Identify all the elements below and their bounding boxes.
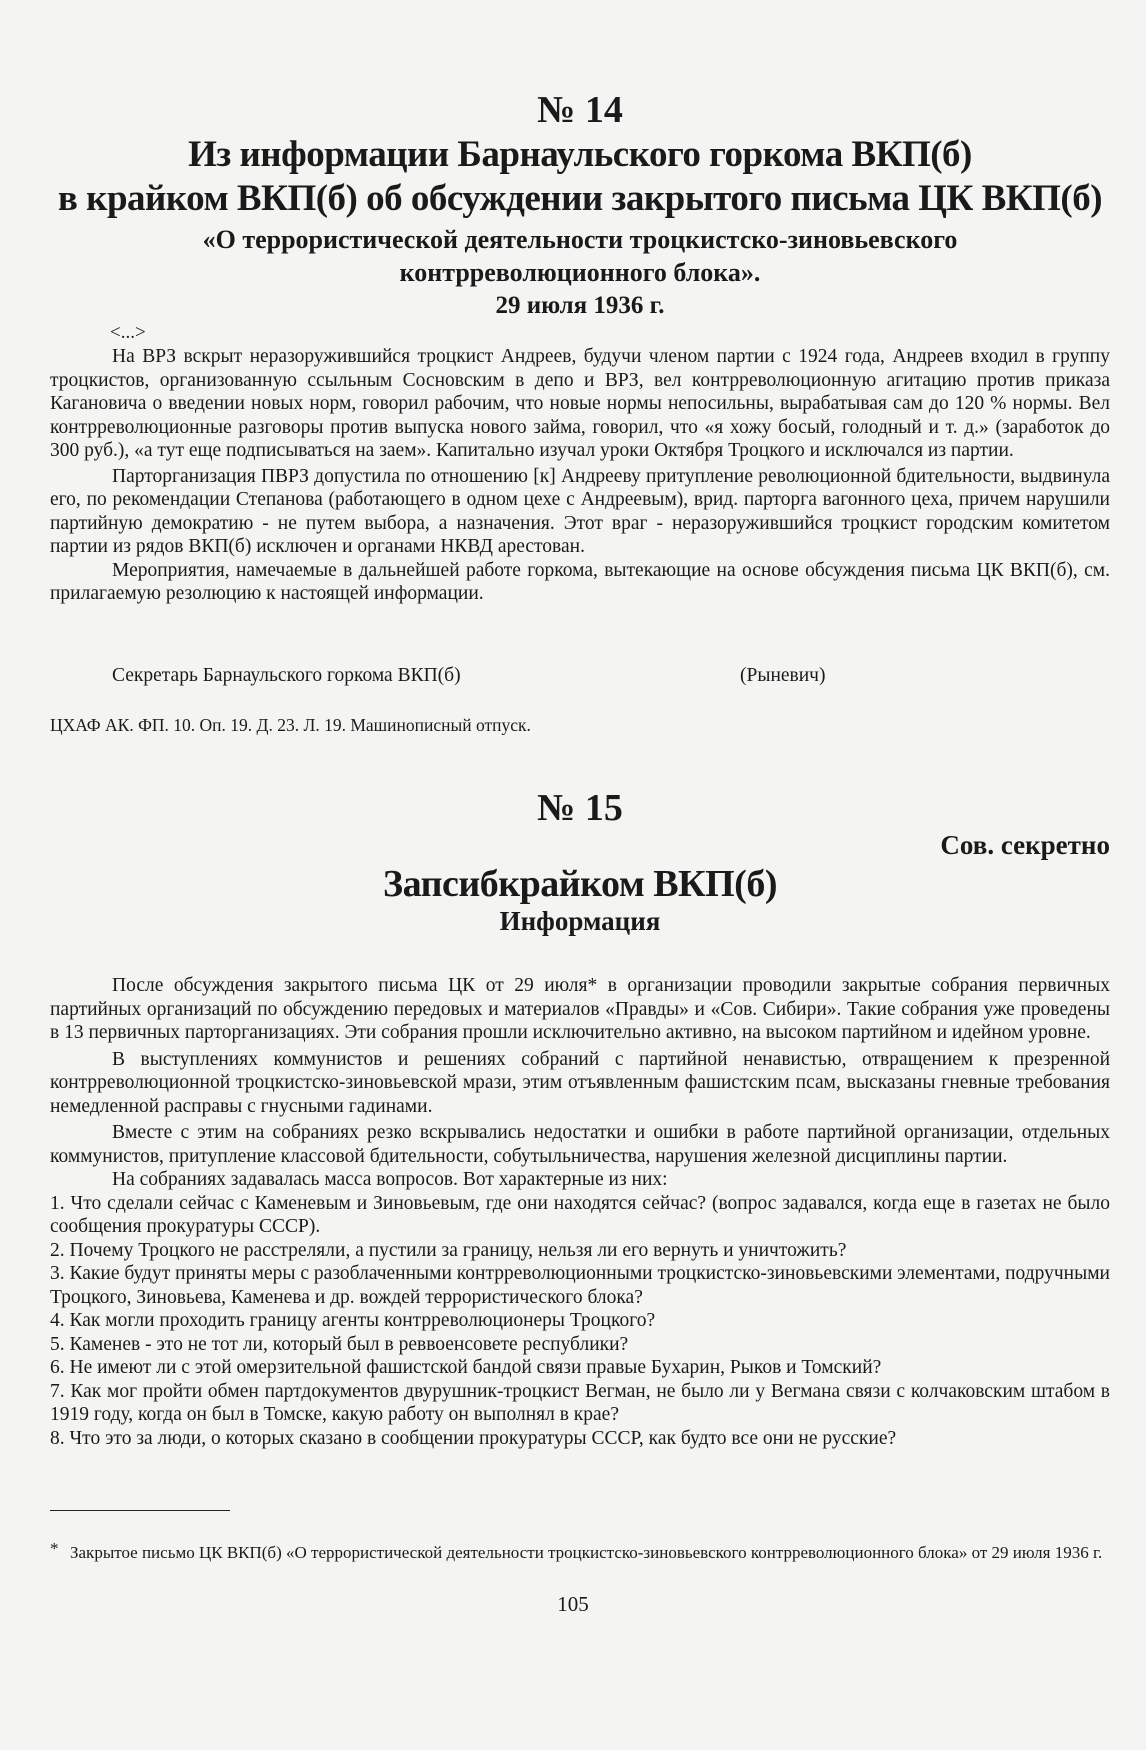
- question-item: 2. Почему Троцкого не расстреляли, а пустили за границу, нельзя ли его вернуть и уничтожить?: [50, 1239, 847, 1261]
- footnote-mark: *: [50, 1539, 59, 1558]
- doc15-paragraph: На собраниях задавалась масса вопросов. Вот характерные из них:: [112, 1169, 668, 1190]
- doc14-title-line2: в крайком ВКП(б) об обсуждении закрытого письма ЦК ВКП(б): [57, 178, 1103, 219]
- doc14-paragraph: Мероприятия, намечаемые в дальнейшей работе горкома, вытекающие на основе обсуждения письма ЦК ВКП(б), см. прилагаемую резолюцию к настоящей информации.: [50, 559, 1110, 604]
- doc15-paragraph: После обсуждения закрытого письма ЦК от 29 июля* в организации проводили закрытые собрания первичных партийных организаций по обсуждению передовых и материалов «Правды» и «Сов. Сибири». Такие собрания уже проведены в 13 первичных парторганизациях. Эти собрания прошли исключительно активно, на высоком партийном и идейном уровне.: [50, 975, 1110, 1043]
- footnote-text: Закрытое письмо ЦК ВКП(б) «О террористической деятельности троцкистско-зиновьевского контрреволюционного блока» от 29 июля 1936 г.: [70, 1543, 1103, 1562]
- doc14-title-line1: Из информации Барнаульского горкома ВКП(б): [188, 134, 972, 175]
- doc14-subtitle-line1: «О террористической деятельности троцкистско-зиновьевского: [202, 225, 958, 254]
- footnote: [50, 1539, 1110, 1563]
- doc14-paragraph: На ВРЗ вскрыт неразоружившийся троцкист Андреев, будучи членом партии с 1924 года, Андреев входил в группу троцкистов, организованную ссыльным Сосновским в депо и ВРЗ, вел контрреволюционную агитацию против приказа Кагановича о введении новых норм, говорил рабочим, что новые нормы непосильны, вырабатывая сам до 120 % нормы. Вел контрреволюционные разговоры против выпуска нового займа, говорил, что «я хожу босый, голодный и т. д.» (заработок до 300 руб.), «а тут еще подписываться на заем». Капитально изучал уроки Октября Троцкого и исключался из партии.: [50, 346, 1110, 461]
- question-item: 4. Как могли проходить границу агенты контрреволюционеры Троцкого?: [50, 1310, 656, 1331]
- signature-name: (Рыневич): [740, 665, 826, 686]
- doc14-subtitle-line2: контрреволюционного блока».: [399, 258, 761, 287]
- doc14-paragraph: Парторганизация ПВРЗ допустила по отношению [к] Андрееву притупление революционной бдительности, выдвинула его, по рекомендации Степанова (работающего в одном цехе с Андреевым), врид. парторга вагонного цеха, причем нарушили партийную демократию - не путем выбора, а назначения. Этот враг - неразоружившийся троцкист городским комитетом партии из рядов ВКП(б) исключен и органами НКВД арестован.: [50, 465, 1110, 557]
- doc14-number: № 14: [537, 89, 623, 131]
- doc14-date: 29 июля 1936 г.: [495, 292, 665, 319]
- archive-source: ЦХАФ АК. ФП. 10. Оп. 19. Д. 23. Л. 19. Машинописный отпуск.: [50, 715, 531, 735]
- question-item: 5. Каменев - это не тот ли, который был в реввоенсовете республики?: [50, 1333, 629, 1355]
- doc15-paragraph: В выступлениях коммунистов и решениях собраний с партийной ненавистью, отвращением к презренной контрреволюционной троцкистско-зиновьевской мрази, этим отъявленным фашистским псам, высказаны гневные требования немедленной расправы с гнусными гадинами.: [50, 1048, 1110, 1117]
- doc15-paragraph: Вместе с этим на собраниях резко вскрывались недостатки и ошибки в работе партийной организации, отдельных коммунистов, притупление классовой бдительности, собутыльничества, нарушения железной дисциплины партии.: [50, 1122, 1110, 1167]
- question-item: 3. Какие будут приняты меры с разоблаченными контрреволюционными троцкистско-зиновьевскими элементами, подручными Троцкого, Зиновьева, Каменева и др. вождей террористического блока?: [50, 1263, 1110, 1308]
- doc15-title: Запсибкрайком ВКП(б): [383, 863, 777, 905]
- doc15-body: [50, 974, 1110, 1450]
- question-item: 8. Что это за люди, о которых сказано в сообщении прокуратуры СССР, как будто все они не русские?: [50, 1427, 897, 1449]
- doc15-number: № 15: [537, 787, 623, 829]
- page-number: 105: [557, 1592, 589, 1616]
- question-item: 6. Не имеют ли с этой омерзительной фашистской бандой связи правые Бухарин, Рыков и Томский?: [50, 1357, 882, 1378]
- footnote-rule: [50, 1510, 230, 1511]
- question-item: 1. Что сделали сейчас с Каменевым и Зиновьевым, где они находятся сейчас? (вопрос задавался, когда еще в газетах не было сообщения прокуратуры СССР).: [50, 1192, 1110, 1237]
- omission-mark: <...>: [110, 322, 146, 343]
- signature-role: Секретарь Барнаульского горкома ВКП(б): [112, 665, 461, 686]
- doc14-body: [50, 345, 1110, 606]
- question-item: 7. Как мог пройти обмен партдокументов двурушник-троцкист Вегман, не было ли у Вегмана связи с колчаковским штабом в 1919 году, когда он был в Томске, какую работу он выполнял в крае?: [50, 1380, 1110, 1425]
- doc15-subtitle: Информация: [499, 906, 661, 936]
- classification-stamp: Сов. секретно: [940, 830, 1110, 860]
